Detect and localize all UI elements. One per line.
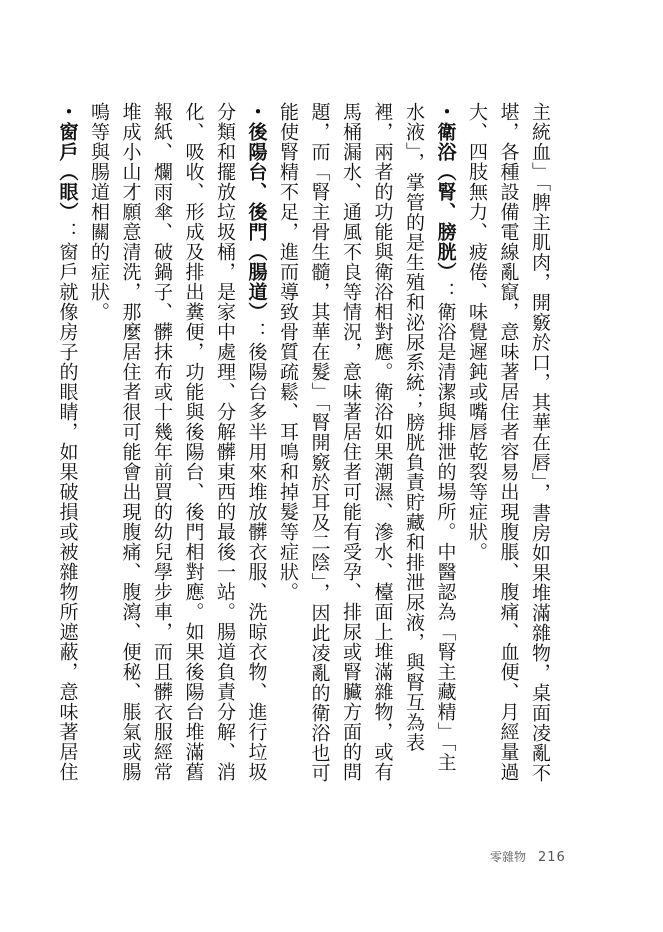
page-footer [490,848,566,865]
paragraph-text: 主統血」「脾主肌肉，開竅於口，其華在唇」，書房如果堆滿雜物，桌面凌亂不堪，各種設備電線亂竄，意味著居住者容易出現腹脹、腹痛、血便、月經量過大、四肢無力、疲倦、味覺遲鈍或嘴唇乾裂等症狀。 [466,102,551,783]
paragraph-bathroom [272,102,461,792]
paragraph-heading: 後陽台、後門（腸道） [245,122,268,322]
body-text [56,102,555,792]
paragraph-intro [461,102,556,792]
footer-chapter-title: 零雜物 [490,850,527,864]
paragraph-heading: 衛浴（腎、膀胱） [434,122,457,282]
paragraph-text: ：衛浴是清潔與排泄的場所。中醫認為「腎主藏精」「主水液」，掌管的是生殖和泌尿系統；膀胱負責貯藏和排泄尿液，與腎互為表裡，兩者的功能與衛浴相對應。衛浴如果潮濕、滲水、檯面上堆滿雜物，或有馬桶漏水、通風不良等情況，意味著居住者可能有受孕、排尿或腎臟方面的問題，而「腎主骨生髓，其華在髮」「腎開竅於耳及二陰」，因此凌亂的衛浴也可能使腎精不足，進而導致骨質疏鬆、耳鳴和掉髮等症狀。 [277,102,457,783]
paragraph-text: ：後陽台多半用來堆放髒衣服、洗晾衣物、進行垃圾分類和擺放垃圾桶，是家中處理、分解髒東西的最後一站。腸道負責分解、消化、吸收、形成及排出糞便，功能與後陽台、後門相對應。如果後陽台堆滿舊報紙、爛雨傘、破鍋子、髒抹布或十幾年前買的幼兒學步車，而且髒衣服經常堆成小山才願意清洗，那麼居住者很可能會出現腹痛、腹瀉、便秘、脹氣或腸鳴等與腸道相關的症狀。 [88,102,268,782]
page-number: 216 [538,850,566,865]
paragraph-text: ：窗戶就像房子的眼睛，如果破損或被雜物所遮蔽，意味著居住 [56,222,79,782]
paragraph-heading: 窗戶（眼） [56,122,79,222]
bullet-mark: ・ [245,102,268,122]
bullet-mark: ・ [434,102,457,122]
paragraph-window [51,102,83,792]
bullet-mark: ・ [56,102,79,122]
paragraph-back-balcony [83,102,272,792]
